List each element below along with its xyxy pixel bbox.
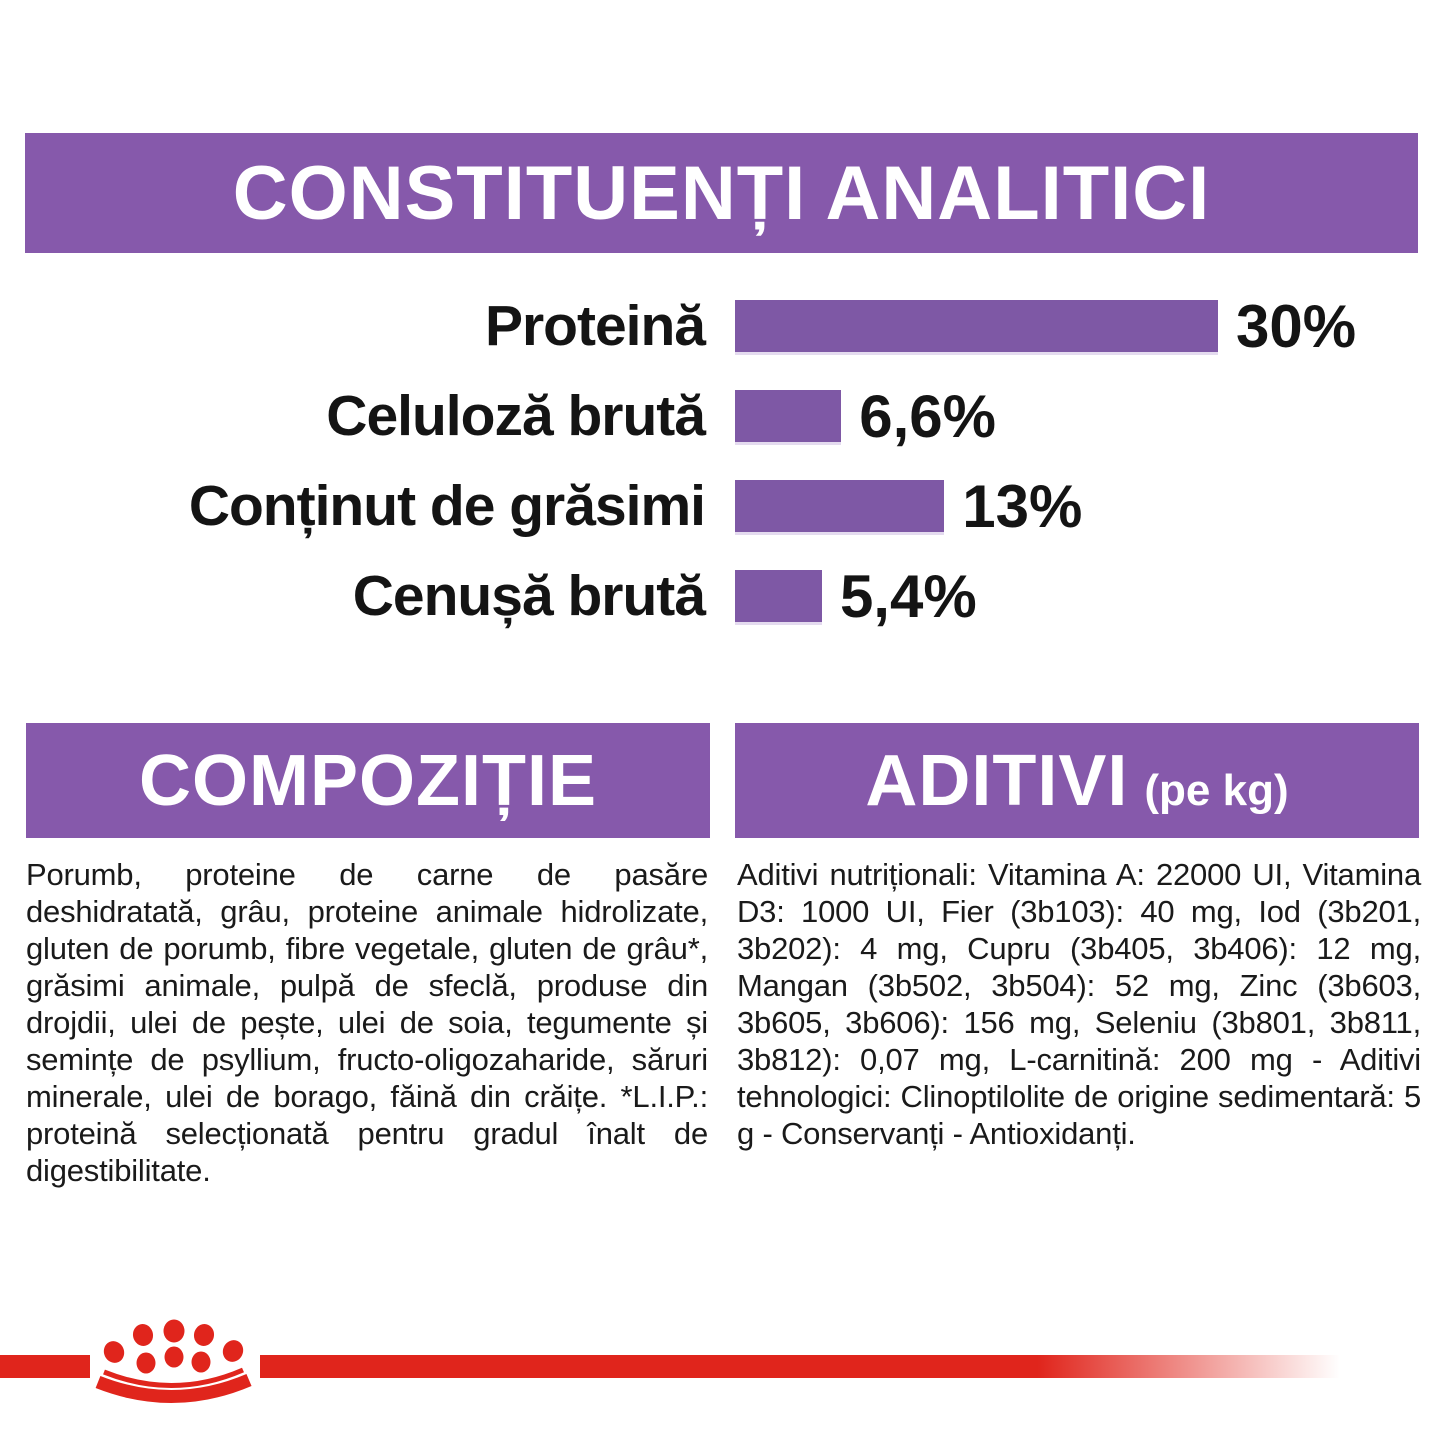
chart-row-label: Cenușă brută [352,564,705,628]
chart-bar [735,300,1218,352]
additives-subtitle: (pe kg) [1144,765,1289,815]
additives-header [735,723,1419,838]
royal-canin-crown-icon [90,1288,262,1408]
chart-row-label: Proteină [484,294,705,358]
chart-bar-value: 30% [1236,292,1357,360]
brand-red-line-right [260,1355,1340,1378]
chart-bar-value: 5,4% [839,562,977,630]
chart-row-label: Celuloză brută [326,384,705,448]
chart-bar-value: 6,6% [859,382,997,450]
chart-row-crude-fibre [0,371,1445,461]
composition-text: Porumb, proteine de carne de pasăre deshidratată, grâu, proteine animale hidrolizate, gluten de porumb, fibre vegetale, gluten de grâu*, grăsimi animale, pulpă de sfeclă, produse din drojdii, ulei de pește, ulei de soia, tegumente și semințe de psyllium, fructo-oligozaharide, săruri minerale, ulei de borago, făină din crăițe. *L.I.P.: proteină selecționată pentru gradul înalt de digestibilitate. [26,857,708,1188]
composition-header [26,723,710,838]
brand-red-line-left [0,1355,90,1378]
analytical-constituents-banner [25,133,1418,253]
chart-row-fat-content [0,461,1445,551]
additives-text: Aditivi nutriționali: Vitamina A: 22000 UI, Vitamina D3: 1000 UI, Fier (3b103): 40 mg, Iod (3b201, 3b202): 4 mg, Cupru (3b405, 3b406): 12 mg, Mangan (3b502, 3b504): 52 mg, Zinc (3b603, 3b605, 3b606): 156 mg, Seleniu (3b801, 3b811, 3b812): 0,07 mg, L-carnitină: 200 mg - Aditivi tehnologici: Clinoptilolite de origine sedimentară: 5 g - Conservanți - Antioxidanți. [737,857,1421,1151]
chart-bar-value: 13% [962,472,1083,540]
chart-bar [735,480,944,532]
chart-bar [735,570,822,622]
additives-title-row [865,740,1288,822]
chart-row-crude-ash [0,551,1445,641]
analytical-constituents-chart [0,281,1445,641]
analytical-constituents-title: CONSTITUENȚI ANALITICI [232,150,1211,236]
additives-title: ADITIVI [865,740,1129,821]
chart-bar [735,390,841,442]
chart-row-label: Conținut de grăsimi [188,474,705,538]
chart-row-protein [0,281,1445,371]
composition-title: COMPOZIȚIE [139,740,597,821]
